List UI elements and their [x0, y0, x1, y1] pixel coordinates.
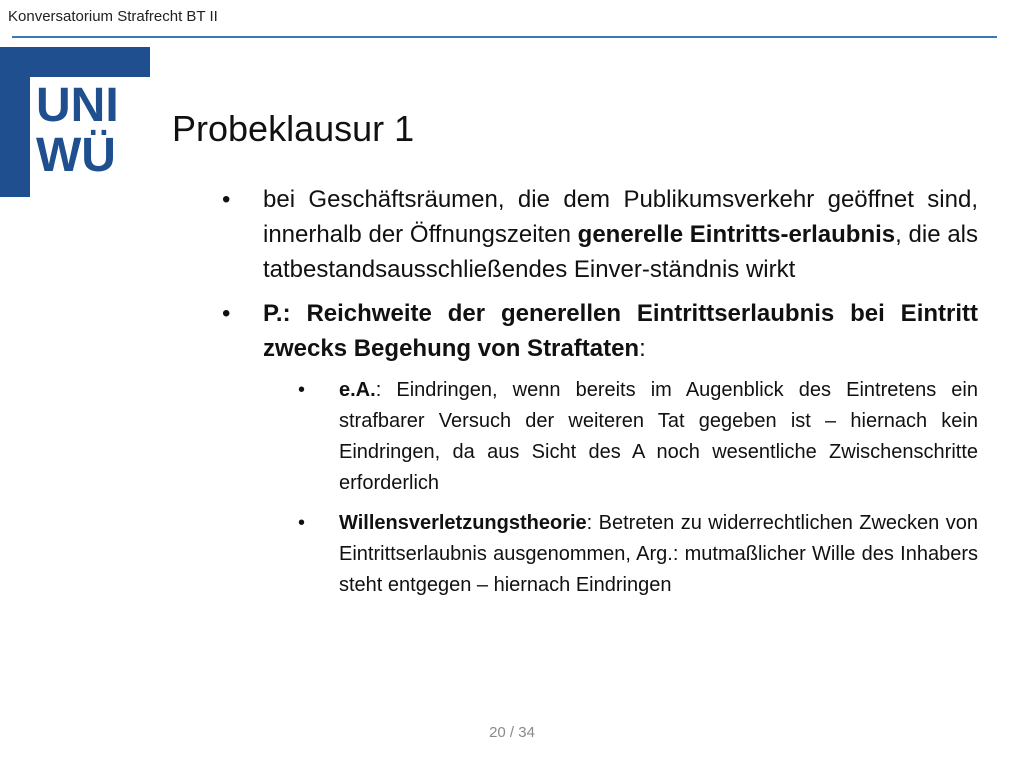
logo-inner — [30, 77, 150, 197]
sub-bullet-bold-text: Willensverletzungstheorie — [339, 512, 587, 534]
course-title: Konversatorium Strafrecht BT II — [8, 8, 218, 25]
sub-bullet-item — [298, 375, 978, 499]
bullet-text: : — [639, 335, 646, 362]
logo-line-1: UNI — [36, 79, 119, 132]
bullet-text: bei Geschäftsräumen, die dem Publikumsverkehr geöffnet sind, innerhalb der Öffnungszeiten — [263, 186, 978, 248]
bullet-text: , die als tatbestandsausschließendes Einver-ständnis wirkt — [263, 221, 978, 283]
logo-line-2: WÜ — [36, 129, 116, 182]
slide-title: Probeklausur 1 — [172, 108, 415, 149]
bullet-icon: • — [298, 379, 306, 401]
bullet-bold-text: generelle Eintritts-erlaubnis — [577, 221, 896, 248]
bullet-icon: • — [222, 300, 231, 327]
uni-wuerzburg-logo — [0, 47, 150, 197]
sub-bullet-item — [298, 508, 978, 601]
bullet-item — [222, 182, 978, 287]
sub-bullet-list — [298, 375, 978, 601]
bullet-icon: • — [222, 186, 231, 213]
bullet-item — [222, 296, 978, 366]
slide-content — [222, 182, 978, 610]
bullet-icon: • — [298, 512, 306, 534]
sub-bullet-text: : Betreten zu widerrechtlichen Zwecken von Eintrittserlaubnis ausgenommen, Arg.: mutmaßlicher Wille des Inhabers steht entgegen – hiernach Eindringen — [339, 512, 978, 596]
header-divider — [12, 36, 997, 38]
page-number: 20 / 34 — [489, 724, 535, 741]
sub-bullet-bold-text: e.A. — [339, 379, 376, 401]
bullet-bold-text: P.: Reichweite der generellen Eintrittserlaubnis bei Eintritt zwecks Begehung von Straftaten — [263, 300, 978, 362]
sub-bullet-text: : Eindringen, wenn bereits im Augenblick des Eintretens ein strafbarer Versuch der weiteren Tat gegeben ist – hiernach kein Eindringen, da aus Sicht des A noch wesentliche Zwischenschritte erforderlich — [339, 379, 978, 494]
